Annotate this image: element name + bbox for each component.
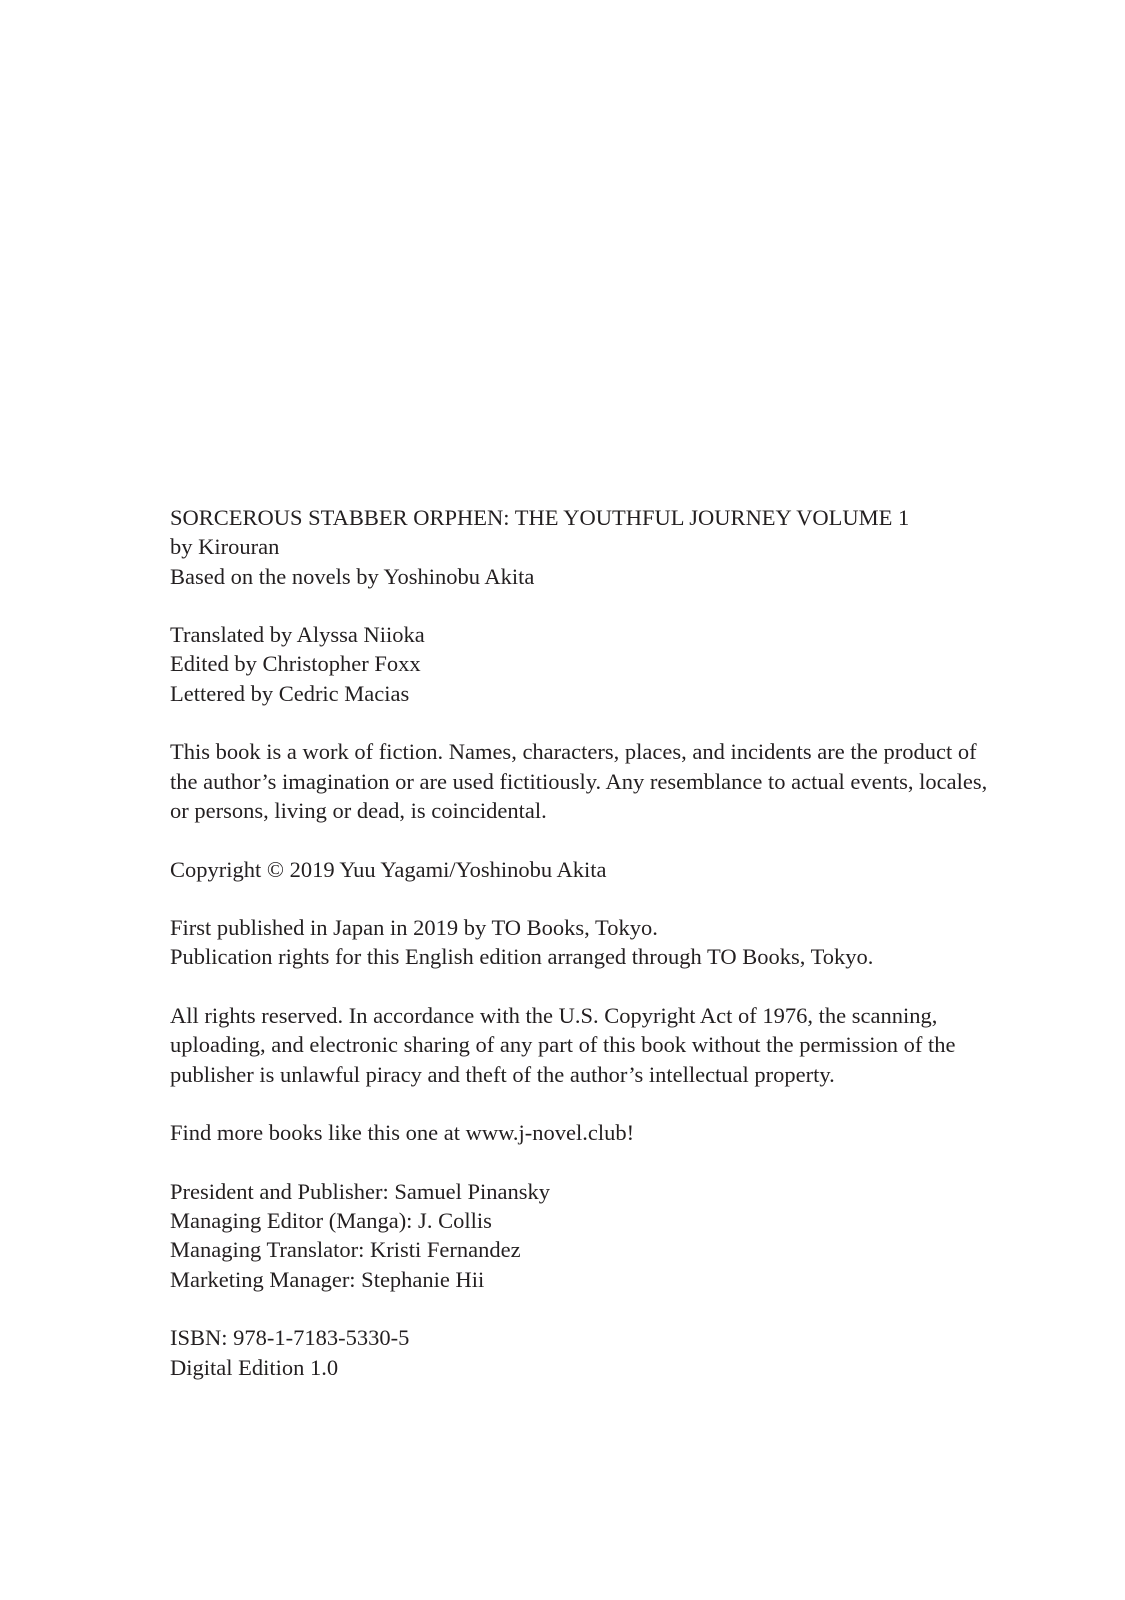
president-credit: President and Publisher: Samuel Pinansky bbox=[170, 1178, 550, 1204]
rights-notice-line: publisher is unlawful piracy and theft of the author’s intellectual property. bbox=[170, 1061, 835, 1087]
managing-editor-credit: Managing Editor (Manga): J. Collis bbox=[170, 1208, 492, 1234]
find-more-section bbox=[170, 1118, 1070, 1147]
marketing-manager-credit: Marketing Manager: Stephanie Hii bbox=[170, 1266, 485, 1292]
letterer-credit: Lettered by Cedric Macias bbox=[170, 680, 410, 706]
copyright-block bbox=[170, 503, 1070, 1411]
author-line: by Kirouran bbox=[170, 534, 280, 560]
first-published-line: First published in Japan in 2019 by TO Books, Tokyo. bbox=[170, 915, 658, 941]
staff-section bbox=[170, 1177, 1070, 1294]
rights-notice bbox=[170, 1001, 1070, 1089]
translator-credit: Translated by Alyssa Niioka bbox=[170, 622, 425, 648]
publication-section bbox=[170, 913, 1070, 972]
fiction-notice bbox=[170, 737, 1070, 825]
fiction-notice-line: This book is a work of fiction. Names, characters, places, and incidents are the product of bbox=[170, 739, 977, 765]
editor-credit: Edited by Christopher Foxx bbox=[170, 651, 421, 677]
copyright-line: Copyright © 2019 Yuu Yagami/Yoshinobu Akita bbox=[170, 856, 607, 882]
publication-rights-line: Publication rights for this English edition arranged through TO Books, Tokyo. bbox=[170, 944, 874, 970]
digital-edition-line: Digital Edition 1.0 bbox=[170, 1354, 339, 1380]
edition-section bbox=[170, 1323, 1070, 1382]
based-on-line: Based on the novels by Yoshinobu Akita bbox=[170, 563, 535, 589]
copyright-section bbox=[170, 855, 1070, 884]
book-title: SORCEROUS STABBER ORPHEN: THE YOUTHFUL JOURNEY VOLUME 1 bbox=[170, 505, 910, 530]
managing-translator-credit: Managing Translator: Kristi Fernandez bbox=[170, 1237, 521, 1263]
isbn-line: ISBN: 978-1-7183-5330-5 bbox=[170, 1325, 410, 1351]
fiction-notice-line: or persons, living or dead, is coincidental. bbox=[170, 797, 547, 823]
rights-notice-line: uploading, and electronic sharing of any part of this book without the permission of the bbox=[170, 1032, 956, 1058]
title-section bbox=[170, 503, 1070, 591]
find-more-line: Find more books like this one at www.j-novel.club! bbox=[170, 1120, 635, 1146]
credits-section bbox=[170, 620, 1070, 708]
rights-notice-line: All rights reserved. In accordance with the U.S. Copyright Act of 1976, the scanning, bbox=[170, 1003, 938, 1029]
fiction-notice-line: the author’s imagination or are used fictitiously. Any resemblance to actual events, locales, bbox=[170, 768, 988, 794]
